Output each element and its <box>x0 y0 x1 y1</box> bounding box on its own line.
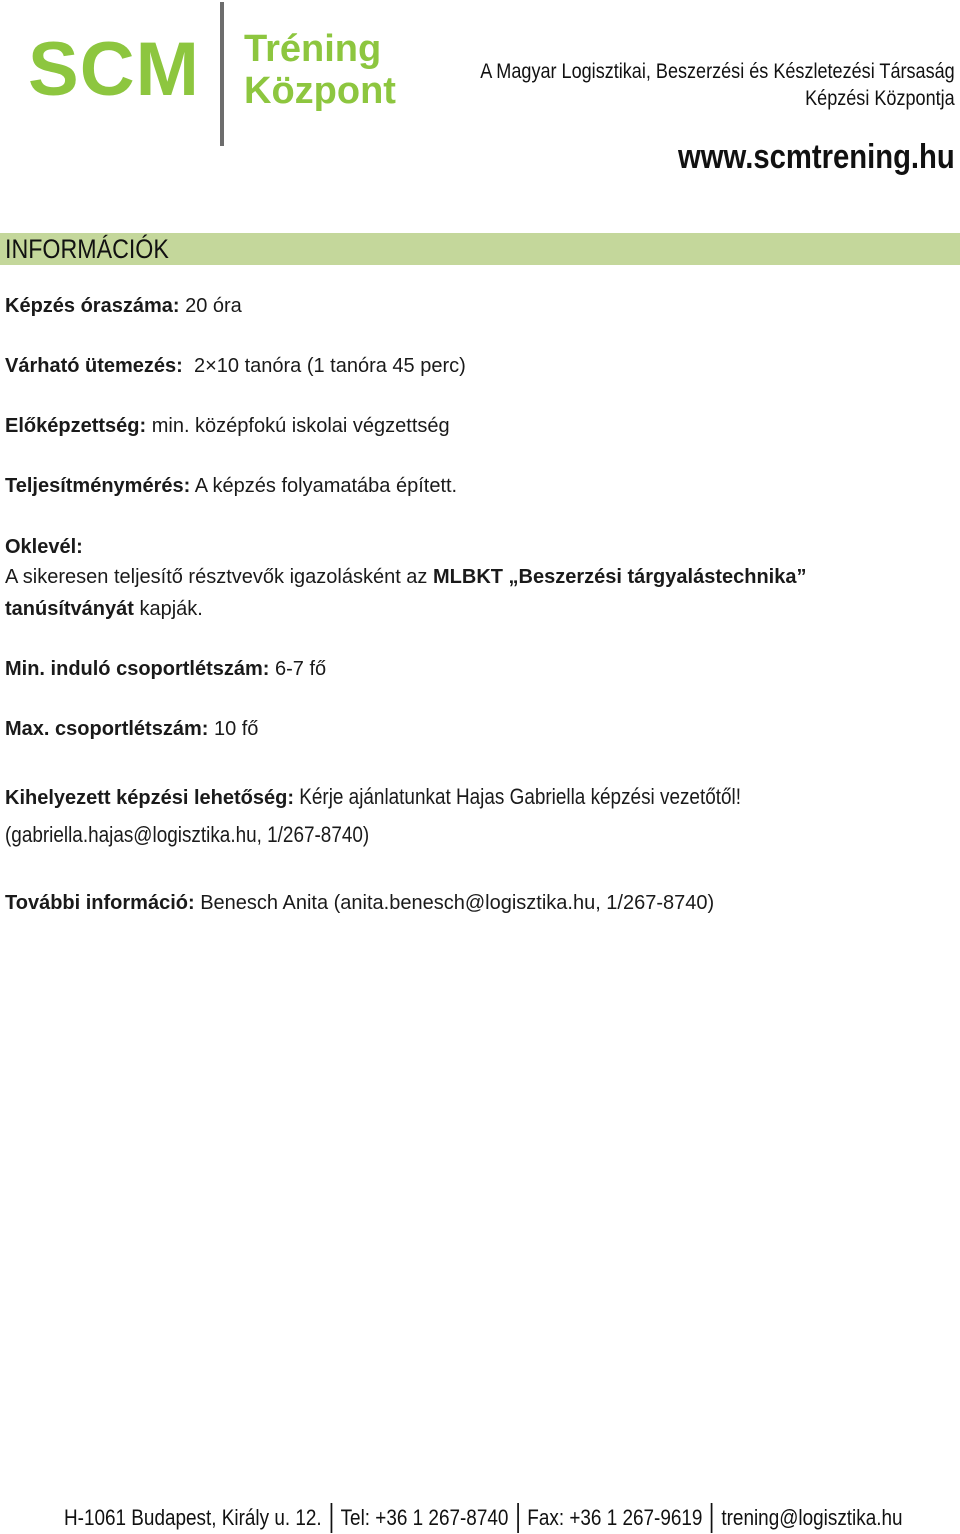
onsite-training-label: Kihelyezett képzési lehetőség: <box>5 787 294 809</box>
footer-divider <box>711 1503 713 1533</box>
training-hours <box>5 295 242 318</box>
diploma-label-line <box>5 536 83 559</box>
schedule-value: 2×10 tanóra (1 tanóra 45 perc) <box>182 355 466 377</box>
organization-line1: A Magyar Logisztikai, Beszerzési és Készletezési Társaság <box>480 60 955 83</box>
footer-tel: Tel: +36 1 267-8740 <box>340 1505 509 1530</box>
more-info-value: Benesch Anita (anita.benesch@logisztika.hu, 1/267-8740) <box>194 892 715 914</box>
diploma-text-line1 <box>5 566 806 589</box>
training-hours-label: Képzés óraszáma: <box>5 295 180 317</box>
training-hours-value: 20 óra <box>179 295 242 317</box>
footer-fax: Fax: +36 1 267-9619 <box>527 1505 703 1530</box>
max-group-size-value: 10 fő <box>208 718 259 740</box>
schedule <box>5 355 466 378</box>
logo-divider <box>220 2 224 146</box>
max-group-size-label: Max. csoportlétszám: <box>5 718 209 740</box>
onsite-training <box>5 784 814 810</box>
footer-divider <box>517 1503 519 1533</box>
diploma-label: Oklevél: <box>5 536 83 558</box>
schedule-label: Várható ütemezés: <box>5 355 183 377</box>
assessment-value: A képzés folyamatába épített. <box>190 475 458 497</box>
onsite-contact-line <box>5 822 428 848</box>
min-group-size-label: Min. induló csoportlétszám: <box>5 658 270 680</box>
logo-scm-text: SCM <box>28 27 200 112</box>
assessment-label: Teljesítménymérés: <box>5 475 191 497</box>
max-group-size <box>5 718 258 741</box>
logo-subtitle <box>244 28 396 112</box>
more-info <box>5 892 714 915</box>
diploma-certificate-word: tanúsítványát <box>5 598 134 620</box>
diploma-certificate-title: MLBKT „Beszerzési tárgyalástechnika” <box>433 566 807 588</box>
diploma-text-end: kapják. <box>133 598 203 620</box>
min-group-size <box>5 658 326 681</box>
prerequisite <box>5 415 450 438</box>
section-banner <box>0 233 960 265</box>
footer-divider <box>330 1503 332 1533</box>
footer-address: H-1061 Budapest, Király u. 12. <box>64 1505 322 1530</box>
onsite-contact: (gabriella.hajas@logisztika.hu, 1/267-8740) <box>5 822 370 847</box>
diploma-text-line2 <box>5 598 203 621</box>
min-group-size-value: 6-7 fő <box>269 658 327 680</box>
assessment <box>5 475 457 498</box>
footer-email[interactable]: trening@logisztika.hu <box>721 1505 903 1530</box>
organization-line2: Képzési Központja <box>805 87 955 110</box>
section-title: INFORMÁCIÓK <box>5 234 169 264</box>
onsite-training-value: Kérje ajánlatunkat Hajas Gabriella képzési vezetőtől! <box>293 784 741 809</box>
more-info-label: További információ: <box>5 892 195 914</box>
logo-subtitle-line1: Tréning <box>244 28 382 70</box>
diploma-text: A sikeresen teljesítő résztvevők igazolásként az <box>5 566 433 588</box>
prerequisite-value: min. középfokú iskolai végzettség <box>146 415 450 437</box>
logo-subtitle-line2: Központ <box>244 70 396 112</box>
scm-logo <box>28 2 408 148</box>
footer-contact <box>64 1503 903 1533</box>
organization-name <box>481 58 955 112</box>
prerequisite-label: Előképzettség: <box>5 415 147 437</box>
website-link[interactable]: www.scmtrening.hu <box>678 138 955 176</box>
